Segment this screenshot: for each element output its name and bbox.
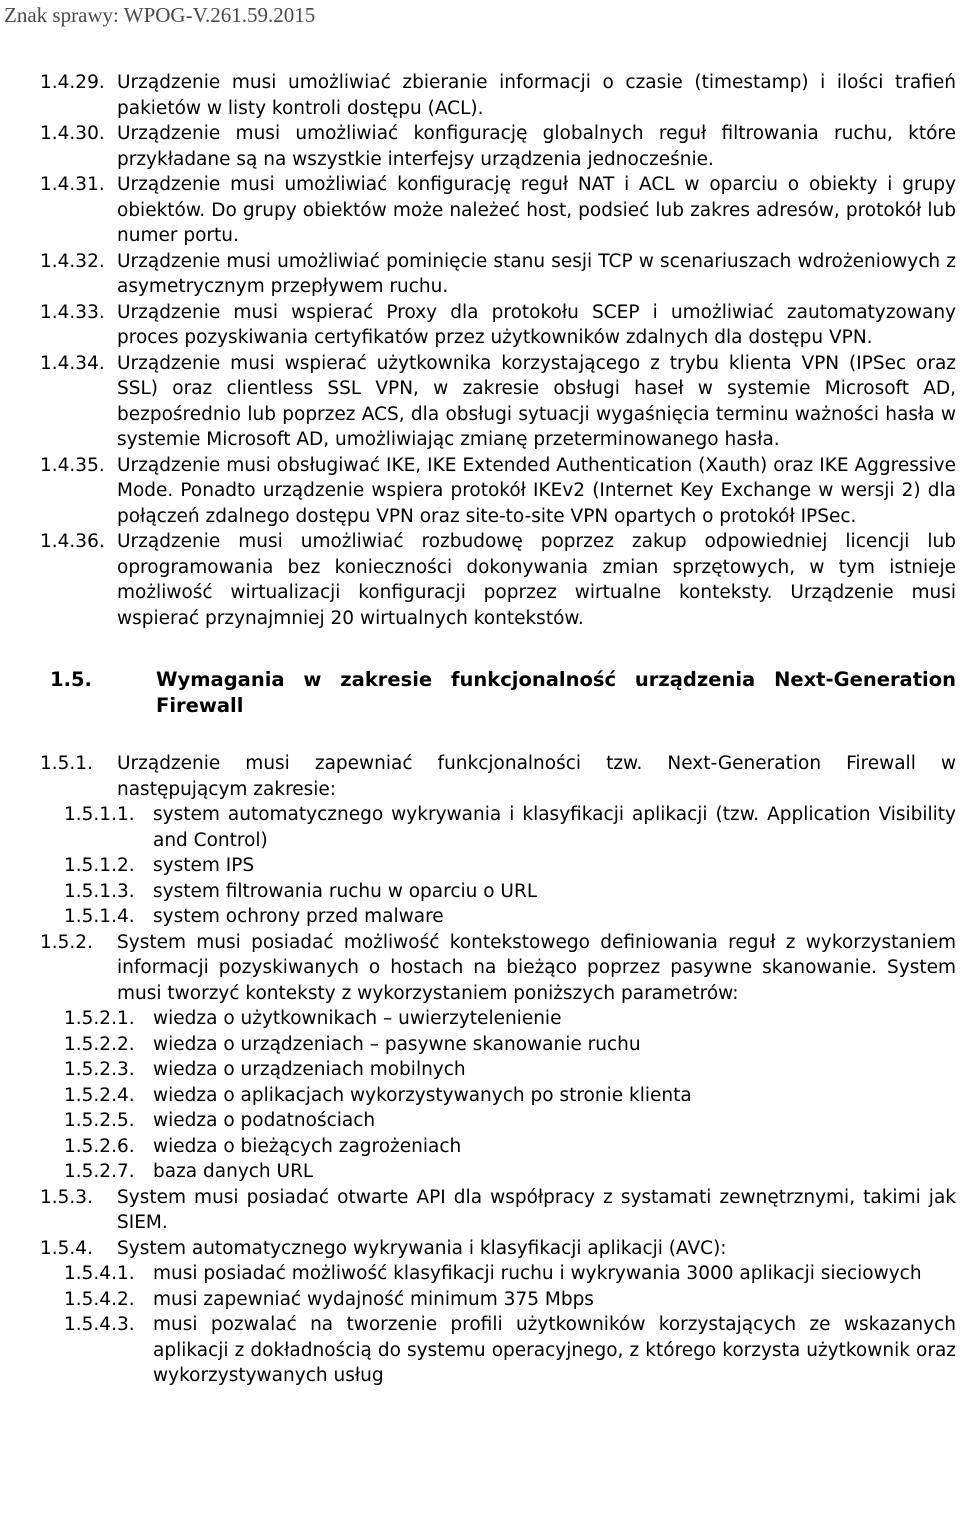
requirement-text: Urządzenie musi umożliwiać pominięcie stanu sesji TCP w scenariuszach wdrożeniowych z asymetrycznym przepływem ruchu. [117,250,956,297]
requirement-number: 1.5.2.1. [64,1008,135,1029]
requirement-item [40,172,956,249]
requirement-number: 1.4.31. [40,174,105,195]
requirement-number: 1.5.4. [40,1237,93,1259]
requirement-number: 1.4.30. [40,123,105,144]
requirement-text: Urządzenie musi umożliwiać rozbudowę poprzez zakup odpowiedniej licencji lub oprogramowania bez konieczności dokonywania zmian sprzętowych, w tym istnieje możliwość wirtualizacji konfiguracji poprzez wirtualne konteksty. Urządzenie musi wspierać przynajmniej 20 wirtualnych kontekstów. [117,531,956,629]
requirement-text: musi posiadać możliwość klasyfikacji ruchu i wykrywania 3000 aplikacji sieciowych [153,1263,922,1284]
requirement-number: 1.5.2.5. [64,1110,135,1131]
requirement-text: wiedza o urządzeniach mobilnych [153,1059,466,1080]
requirement-item [40,930,956,1007]
sub-requirement-item [40,1261,956,1287]
sub-requirement-item [40,1083,956,1109]
requirement-number: 1.5.2.7. [64,1161,135,1182]
sub-requirement-item [40,1159,956,1185]
sub-requirement-item [40,853,956,879]
requirement-number: 1.5.1.2. [64,855,135,876]
requirements-list-1-4 [40,70,956,631]
requirement-number: 1.5.4.3. [64,1314,135,1335]
sub-requirement-item [40,1312,956,1389]
requirement-text: Urządzenie musi wspierać Proxy dla protokołu SCEP i umożliwiać zautomatyzowany proces pozyskiwania certyfikatów przez użytkowników zdalnych dla dostępu VPN. [117,301,956,348]
requirement-number: 1.5.2. [40,931,93,953]
sub-requirement-item [40,1287,956,1313]
requirement-text: system filtrowania ruchu w oparciu o URL [153,880,538,902]
requirement-item [40,1185,956,1236]
case-number-header: Znak sprawy: WPOG-V.261.59.2015 [4,3,316,27]
sub-requirement-item [40,879,956,905]
section-title: Wymagania w zakresie funkcjonalność urządzenia Next-Generation Firewall [156,668,956,717]
requirement-number: 1.4.33. [40,301,105,323]
document-body [40,70,956,1389]
requirement-text: baza danych URL [153,1161,314,1182]
requirement-item [40,300,956,351]
requirement-number: 1.4.35. [40,454,105,476]
requirement-item [40,751,956,802]
section-number: 1.5. [50,668,92,691]
requirement-number: 1.5.3. [40,1186,93,1208]
requirement-number: 1.5.2.3. [64,1059,135,1080]
sub-requirement-item [40,802,956,853]
requirement-text: wiedza o urządzeniach – pasywne skanowanie ruchu [153,1033,641,1055]
requirement-text: System musi posiadać możliwość kontekstowego definiowania reguł z wykorzystaniem informacji pozyskiwanych o hostach na bieżąco poprzez pasywne skanowanie. System musi tworzyć konteksty z wykorzystaniem poniższych parametrów: [117,931,956,1004]
requirement-text: Urządzenie musi zapewniać funkcjonalności tzw. Next-Generation Firewall w następującym zakresie: [117,753,956,800]
requirement-text: musi pozwalać na tworzenie profili użytkowników korzystających ze wskazanych aplikacji z dokładnością do systemu operacyjnego, z którego korzysta użytkownik oraz wykorzystywanych usług [153,1314,956,1386]
requirement-text: Urządzenie musi obsługiwać IKE, IKE Extended Authentication (Xauth) oraz IKE Aggressive Mode. Ponadto urządzenie wspiera protokół IKEv2 (Internet Key Exchange w wersji 2) dla połączeń zdalnego dostępu VPN oraz site-to-site VPN opartych o protokół IPSec. [117,454,956,527]
requirement-text: System automatycznego wykrywania i klasyfikacji aplikacji (AVC): [117,1237,727,1259]
requirement-text: Urządzenie musi wspierać użytkownika korzystającego z trybu klienta VPN (IPSec oraz SSL) oraz clientless SSL VPN, w zakresie obsługi haseł w systemie Microsoft AD, bezpośrednio lub poprzez ACS, dla obsługi sytuacji wygaśnięcia terminu ważności hasła w systemie Microsoft AD, umożliwiając zmianę przeterminowanego hasła. [117,352,956,450]
requirement-text: wiedza o użytkownikach – uwierzytelenienie [153,1008,562,1029]
sub-requirement-item [40,1108,956,1134]
requirement-text: wiedza o aplikacjach wykorzystywanych po stronie klienta [153,1084,692,1106]
requirement-text: wiedza o bieżących zagrożeniach [153,1135,462,1157]
requirement-text: wiedza o podatnościach [153,1110,376,1131]
requirement-number: 1.4.34. [40,352,105,374]
requirement-text: system ochrony przed malware [153,906,444,927]
requirement-number: 1.5.1.3. [64,880,135,902]
requirement-number: 1.4.36. [40,531,105,552]
requirement-number: 1.5.4.2. [64,1288,135,1310]
requirement-number: 1.4.29. [40,72,105,93]
requirement-text: Urządzenie musi umożliwiać zbieranie informacji o czasie (timestamp) i ilości trafień pakietów w listy kontroli dostępu (ACL). [117,72,956,119]
requirement-number: 1.5.2.4. [64,1084,135,1106]
requirement-number: 1.5.2.6. [64,1135,135,1157]
requirement-item [40,453,956,530]
requirement-number: 1.5.1.4. [64,906,135,927]
sub-requirement-item [40,904,956,930]
requirement-text: musi zapewniać wydajność minimum 375 Mbps [153,1288,594,1310]
requirement-text: system IPS [153,855,255,876]
requirements-list-1-5 [40,751,956,1389]
requirement-number: 1.5.1.1. [64,804,135,825]
requirement-item [40,249,956,300]
sub-requirement-item [40,1006,956,1032]
sub-requirement-item [40,1057,956,1083]
requirement-item [40,121,956,172]
requirement-number: 1.4.32. [40,250,105,272]
requirement-number: 1.5.4.1. [64,1263,135,1284]
requirement-item [40,1236,956,1262]
requirement-text: Urządzenie musi umożliwiać konfigurację globalnych reguł filtrowania ruchu, które przykładane są na wszystkie interfejsy urządzenia jednocześnie. [117,123,956,170]
requirement-text: system automatycznego wykrywania i klasyfikacji aplikacji (tzw. Application Visibility and Control) [153,804,956,851]
requirement-item [40,351,956,453]
section-heading [50,667,956,719]
sub-requirement-item [40,1134,956,1160]
requirement-item [40,529,956,631]
requirement-text: Urządzenie musi umożliwiać konfigurację reguł NAT i ACL w oparciu o obiekty i grupy obiektów. Do grupy obiektów może należeć host, podsieć lub zakres adresów, protokół lub numer portu. [117,174,956,246]
requirement-text: System musi posiadać otwarte API dla współpracy z systamati zewnętrznymi, takimi jak SIEM. [117,1186,956,1233]
sub-requirement-item [40,1032,956,1058]
requirement-number: 1.5.2.2. [64,1033,135,1055]
requirement-item [40,70,956,121]
requirement-number: 1.5.1. [40,753,93,774]
